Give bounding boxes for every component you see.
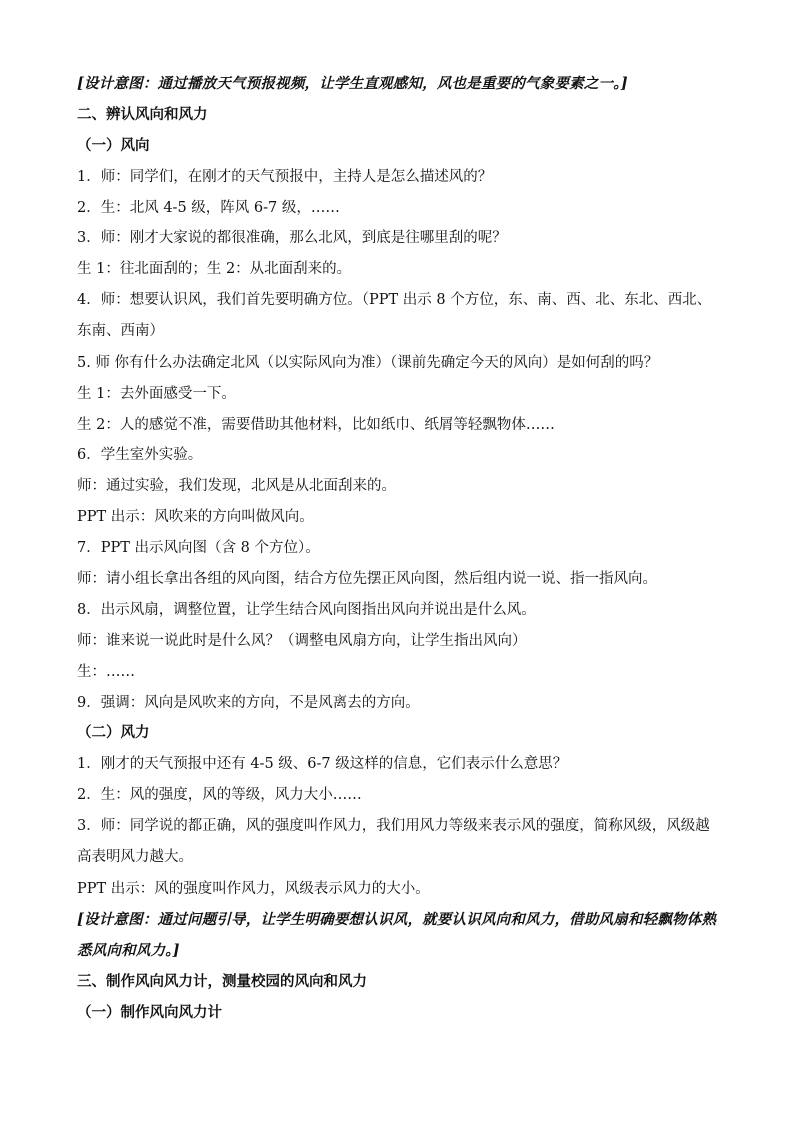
paragraph: 生 1：往北面刮的；生 2：从北面刮来的。	[77, 261, 352, 278]
paragraph: 4．师：想要认识风，我们首先要明确方位。（PPT 出示 8 个方位，东、南、西、北、东北、西北、东南、西南）	[77, 292, 712, 340]
paragraph: PPT 出示：风的强度叫作风力，风级表示风力的大小。	[77, 880, 430, 897]
paragraph: 6．学生室外实验。	[77, 447, 203, 464]
paragraph: 1．师：同学们，在刚才的天气预报中，主持人是怎么描述风的？	[77, 168, 493, 185]
paragraph: 1．刚才的天气预报中还有 4-5 级、6-7 级这样的信息，它们表示什么意思？	[77, 756, 568, 773]
paragraph: 师：通过实验，我们发现，北风是从北面刮来的。	[77, 478, 396, 495]
paragraph: 8．出示风扇，调整位置，让学生结合风向图指出风向并说出是什么风。	[77, 601, 536, 618]
document-page	[77, 74, 722, 1034]
design-intent-note: [设计意图：通过问题引导，让学生明确要想认识风，就要认识风向和风力，借助风扇和轻飘物体熟悉风向和风力。]	[77, 911, 717, 960]
paragraph: PPT 出示：风吹来的方向叫做风向。	[77, 509, 314, 526]
paragraph: 2．生：风的强度，风的等级，风力大小……	[77, 787, 362, 804]
paragraph: 生 2：人的感觉不准，需要借助其他材料，比如纸巾、纸屑等轻飘物体……	[77, 416, 555, 433]
paragraph: 3．师：刚才大家说的都很准确，那么北风，到底是往哪里刮的呢？	[77, 230, 507, 247]
paragraph: 7．PPT 出示风向图（含 8 个方位）。	[77, 540, 320, 557]
section-heading: 二、辨认风向和风力	[77, 105, 208, 123]
paragraph: 师：谁来说一说此时是什么风？（调整电风扇方向，让学生指出风向）	[77, 632, 527, 649]
section-heading: 三、制作风向风力计，测量校园的风向和风力	[77, 972, 367, 990]
paragraph: 5. 师 你有什么办法确定北风（以实际风向为准）（课前先确定今天的风向）是如何刮的吗？	[77, 354, 659, 371]
paragraph: 9．强调：风向是风吹来的方向，不是风离去的方向。	[77, 694, 420, 711]
subsection-heading: （二）风力	[77, 724, 150, 742]
paragraph: 师：请小组长拿出各组的风向图，结合方位先摆正风向图，然后组内说一说、指一指风向。	[77, 570, 657, 587]
design-intent-note: [设计意图：通过播放天气预报视频，让学生直观感知，风也是重要的气象要素之一。]	[77, 75, 628, 92]
paragraph: 生 1：去外面感受一下。	[77, 385, 236, 402]
subsection-heading: （一）风向	[77, 136, 150, 154]
subsection-heading: （一）制作风向风力计	[77, 1003, 222, 1021]
paragraph: 2．生：北风 4-5 级，阵风 6-7 级，……	[77, 199, 340, 216]
paragraph: 生：……	[77, 663, 135, 680]
paragraph: 3．师：同学说的都正确，风的强度叫作风力，我们用风力等级来表示风的强度，简称风级，风级越高表明风力越大。	[77, 818, 710, 866]
